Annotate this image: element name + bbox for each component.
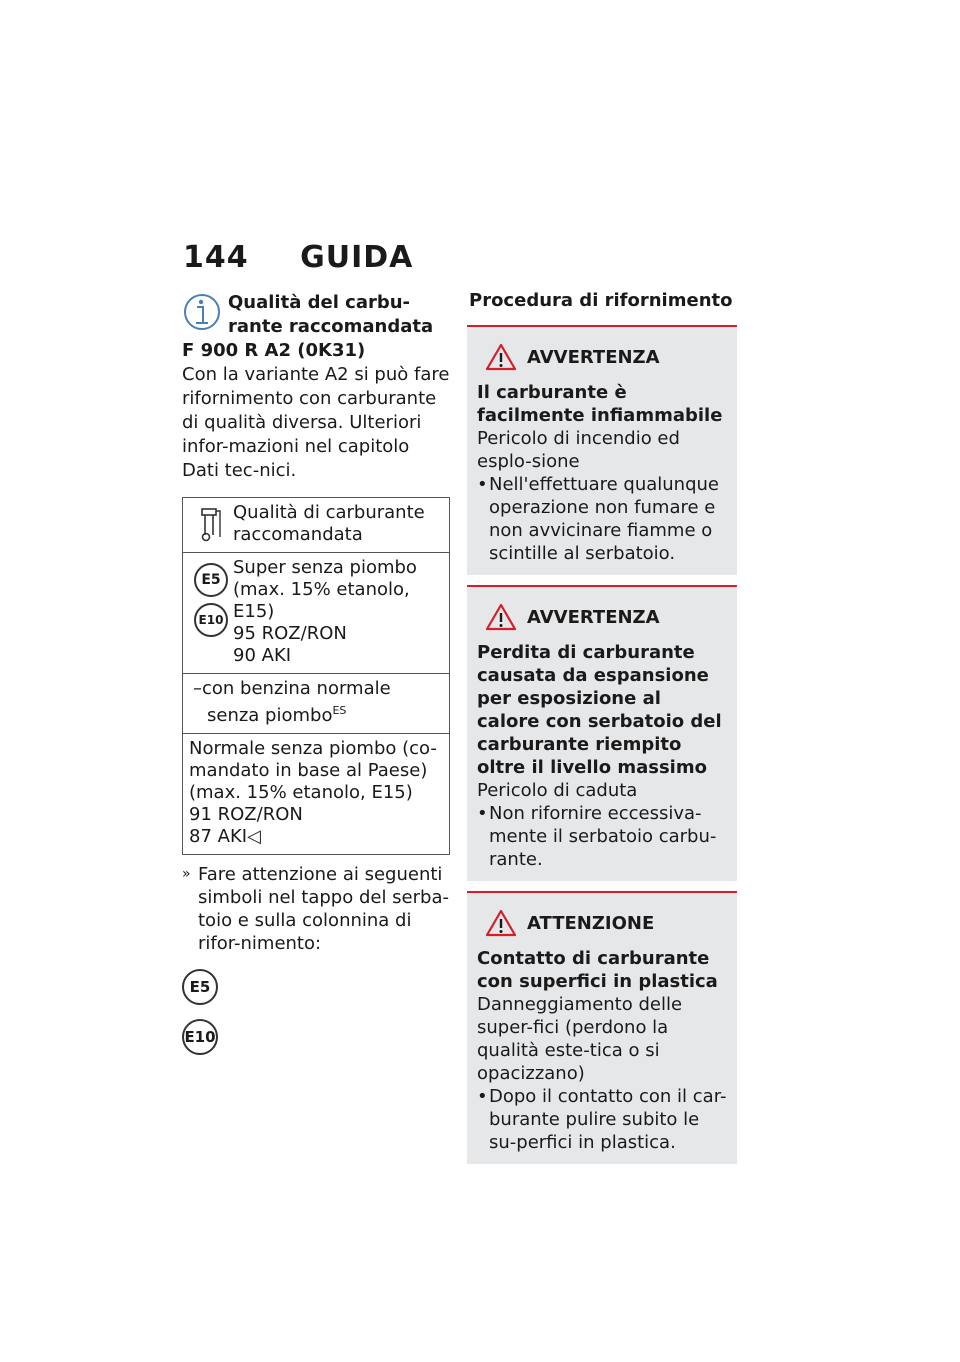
e10-icon: E10	[194, 603, 228, 637]
right-column	[467, 290, 737, 1174]
super-fuel-spec	[233, 557, 417, 667]
fuel-table	[182, 497, 450, 855]
e10-icon: E10	[182, 1019, 218, 1055]
fuel-pump-icon	[200, 506, 222, 544]
instruction	[182, 863, 450, 955]
e5-icon: E5	[194, 563, 228, 597]
warning-bullet-text: Non rifornire eccessiva-mente il serbatoio carbu-rante.	[489, 803, 717, 870]
spec-line: Super senza piombo	[233, 557, 417, 578]
instruction-text: Fare attenzione ai seguenti simboli nel tappo del serba-toio e sulla colonnina di rifor-nimento:	[198, 864, 449, 954]
caution-box	[467, 891, 737, 1164]
table-row	[183, 674, 450, 734]
warning-bullet: • Nell'effettuare qualunque operazione non fumare e non avvicinare fiamme o scintille al serbatoio.	[477, 473, 727, 565]
warning-box	[467, 585, 737, 881]
warning-bullet: • Non rifornire eccessiva-mente il serbatoio carbu-rante.	[477, 802, 727, 871]
spec-line: 95 ROZ/RON	[233, 623, 347, 644]
normal-fuel-spec	[189, 738, 443, 848]
spec-line: (max. 15% etanolo, E15)	[189, 782, 413, 803]
warning-triangle-icon	[485, 603, 517, 631]
table-row	[183, 498, 450, 553]
warning-description: Pericolo di caduta	[477, 780, 638, 801]
e5-icon: E5	[182, 969, 218, 1005]
warning-description: Pericolo di incendio ed esplo-sione	[477, 428, 680, 472]
refuel-section-title: Procedura di rifornimento	[469, 290, 733, 311]
spec-line: Normale senza piombo (co-	[189, 738, 437, 759]
table-row	[183, 734, 450, 855]
model-label: F 900 R A2 (0K31)	[182, 340, 366, 361]
spec-line: 87 AKI◁	[189, 826, 261, 847]
normal-fuel-text: –con benzina normale senza piombo	[193, 678, 391, 726]
info-title-line-1: Qualità del carbu-	[228, 292, 411, 313]
warning-label: AVVERTENZA	[527, 606, 660, 628]
warning-box	[467, 325, 737, 575]
spec-line: E15)	[233, 601, 275, 622]
table-row	[183, 553, 450, 674]
warning-bullet-text: Nell'effettuare qualunque operazione non fumare e non avvicinare fiamme o scintille al serbatoio.	[489, 474, 719, 564]
info-title-line-2: rante raccomandata	[228, 316, 434, 337]
info-icon	[182, 290, 222, 334]
warning-triangle-icon	[485, 343, 517, 371]
warning-title: Il carburante è facilmente infiammabile	[477, 382, 723, 426]
section-title: GUIDA	[300, 240, 414, 275]
caution-label: ATTENZIONE	[527, 912, 655, 934]
spec-line: 90 AKI	[233, 645, 292, 666]
instruction-mark: »	[182, 866, 191, 882]
spec-line: mandato in base al Paese)	[189, 760, 428, 781]
caution-bullet-text: Dopo il contatto con il car-burante pulire subito le su-perfici in plastica.	[489, 1086, 727, 1153]
warning-triangle-icon	[485, 909, 517, 937]
caution-bullet: • Dopo il contatto con il car-burante pulire subito le su-perfici in plastica.	[477, 1086, 727, 1153]
info-title	[228, 290, 433, 339]
page-number: 144	[183, 240, 249, 275]
left-column	[182, 290, 450, 1069]
country-code: ES	[332, 704, 347, 717]
caution-description: Danneggiamento delle super-fici (perdono la qualità este-tica o si opacizzano)	[477, 994, 683, 1084]
info-heading	[182, 290, 450, 339]
normal-fuel-note	[189, 678, 443, 727]
symbol-list	[182, 969, 450, 1055]
spec-line: 91 ROZ/RON	[189, 804, 303, 825]
warning-label: AVVERTENZA	[527, 346, 660, 368]
page-header	[183, 240, 413, 275]
warning-title: Perdita di carburante causata da espansione per esposizione al calore con serbatoio del carburante riempito oltre il livello massimo	[477, 642, 722, 778]
intro-paragraph: Con la variante A2 si può fare rifornimento con carburante di qualità diversa. Ulteriori infor-mazioni nel capitolo Dati tec-nici.	[182, 364, 450, 481]
recommended-quality-label: Qualità di carburante raccomandata	[233, 502, 425, 545]
caution-title: Contatto di carburante con superfici in plastica	[477, 948, 718, 992]
spec-line: (max. 15% etanolo,	[233, 579, 410, 600]
